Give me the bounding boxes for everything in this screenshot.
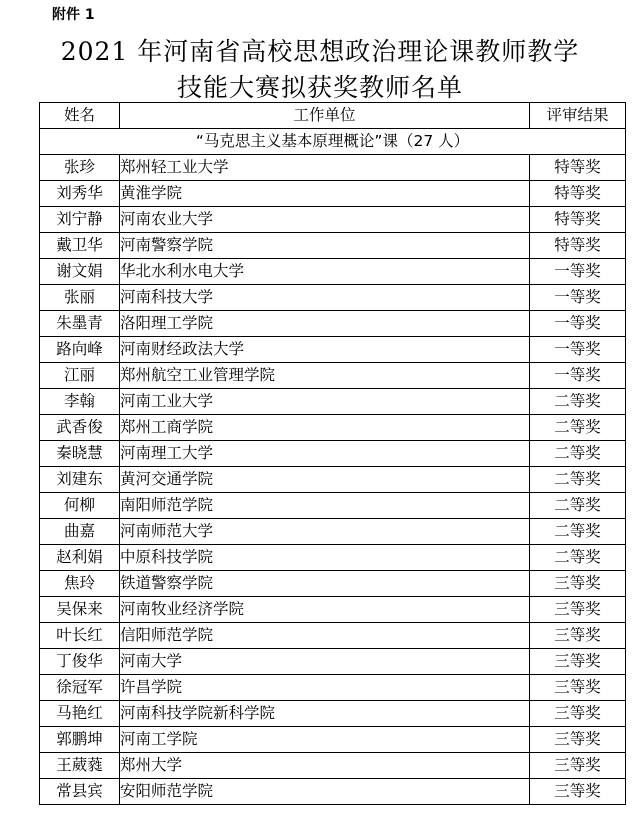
work-unit: 洛阳理工学院 xyxy=(120,311,530,337)
table-row xyxy=(40,363,626,389)
award-result: 一等奖 xyxy=(530,285,626,311)
table-row xyxy=(40,467,626,493)
teacher-name: 刘建东 xyxy=(40,467,120,493)
table-row xyxy=(40,181,626,207)
teacher-name: 赵利娟 xyxy=(40,545,120,571)
table-row xyxy=(40,675,626,701)
work-unit: 河南牧业经济学院 xyxy=(120,597,530,623)
award-result: 三等奖 xyxy=(530,597,626,623)
table-row xyxy=(40,389,626,415)
work-unit: 郑州大学 xyxy=(120,753,530,779)
work-unit: 安阳师范学院 xyxy=(120,779,530,805)
teacher-name: 江丽 xyxy=(40,363,120,389)
teacher-name: 焦玲 xyxy=(40,571,120,597)
header-result: 评审结果 xyxy=(530,103,626,129)
work-unit: 铁道警察学院 xyxy=(120,571,530,597)
table-row xyxy=(40,753,626,779)
award-result: 二等奖 xyxy=(530,519,626,545)
table-row xyxy=(40,649,626,675)
award-result: 三等奖 xyxy=(530,571,626,597)
award-result: 二等奖 xyxy=(530,389,626,415)
work-unit: 郑州轻工业大学 xyxy=(120,155,530,181)
header-unit: 工作单位 xyxy=(120,103,530,129)
award-result: 三等奖 xyxy=(530,623,626,649)
table-row xyxy=(40,311,626,337)
work-unit: 中原科技学院 xyxy=(120,545,530,571)
work-unit: 黄淮学院 xyxy=(120,181,530,207)
work-unit: 河南工业大学 xyxy=(120,389,530,415)
award-result: 二等奖 xyxy=(530,493,626,519)
award-result: 特等奖 xyxy=(530,207,626,233)
award-result: 二等奖 xyxy=(530,545,626,571)
award-result: 二等奖 xyxy=(530,467,626,493)
award-result: 一等奖 xyxy=(530,337,626,363)
award-list-table xyxy=(39,102,626,805)
teacher-name: 叶长红 xyxy=(40,623,120,649)
award-result: 一等奖 xyxy=(530,259,626,285)
table-row xyxy=(40,571,626,597)
award-result: 特等奖 xyxy=(530,155,626,181)
work-unit: 河南理工大学 xyxy=(120,441,530,467)
teacher-name: 李翰 xyxy=(40,389,120,415)
table-row xyxy=(40,597,626,623)
award-result: 三等奖 xyxy=(530,753,626,779)
section-row xyxy=(40,129,626,155)
teacher-name: 曲嘉 xyxy=(40,519,120,545)
table-row xyxy=(40,259,626,285)
work-unit: 许昌学院 xyxy=(120,675,530,701)
teacher-name: 郭鹏坤 xyxy=(40,727,120,753)
attachment-label: 附件 1 xyxy=(52,7,95,23)
table-row xyxy=(40,493,626,519)
teacher-name: 徐冠军 xyxy=(40,675,120,701)
award-result: 三等奖 xyxy=(530,675,626,701)
header-row xyxy=(40,103,626,129)
table-row xyxy=(40,207,626,233)
work-unit: 郑州工商学院 xyxy=(120,415,530,441)
work-unit: 河南科技大学 xyxy=(120,285,530,311)
table-row xyxy=(40,545,626,571)
teacher-name: 张珍 xyxy=(40,155,120,181)
teacher-name: 何柳 xyxy=(40,493,120,519)
teacher-name: 秦晓慧 xyxy=(40,441,120,467)
table-row xyxy=(40,623,626,649)
table-row xyxy=(40,779,626,805)
table-row xyxy=(40,441,626,467)
teacher-name: 路向峰 xyxy=(40,337,120,363)
award-result: 三等奖 xyxy=(530,779,626,805)
work-unit: 河南大学 xyxy=(120,649,530,675)
work-unit: 河南工学院 xyxy=(120,727,530,753)
table-row xyxy=(40,701,626,727)
award-result: 特等奖 xyxy=(530,181,626,207)
award-result: 二等奖 xyxy=(530,415,626,441)
teacher-name: 朱墨青 xyxy=(40,311,120,337)
work-unit: 郑州航空工业管理学院 xyxy=(120,363,530,389)
work-unit: 河南警察学院 xyxy=(120,233,530,259)
teacher-name: 刘秀华 xyxy=(40,181,120,207)
document-title-line-1: 2021 年河南省高校思想政治理论课教师教学 xyxy=(60,37,580,66)
table-row xyxy=(40,285,626,311)
work-unit: 信阳师范学院 xyxy=(120,623,530,649)
teacher-name: 张丽 xyxy=(40,285,120,311)
document-title-line-2: 技能大赛拟获奖教师名单 xyxy=(176,73,463,102)
award-result: 特等奖 xyxy=(530,233,626,259)
award-result: 二等奖 xyxy=(530,441,626,467)
award-result: 三等奖 xyxy=(530,649,626,675)
work-unit: 河南科技学院新科学院 xyxy=(120,701,530,727)
work-unit: 河南财经政法大学 xyxy=(120,337,530,363)
award-result: 一等奖 xyxy=(530,363,626,389)
teacher-name: 刘宁静 xyxy=(40,207,120,233)
work-unit: 南阳师范学院 xyxy=(120,493,530,519)
work-unit: 黄河交通学院 xyxy=(120,467,530,493)
table-row xyxy=(40,727,626,753)
table-row xyxy=(40,415,626,441)
header-name: 姓名 xyxy=(40,103,120,129)
work-unit: 河南师范大学 xyxy=(120,519,530,545)
award-result: 三等奖 xyxy=(530,701,626,727)
table-row xyxy=(40,233,626,259)
teacher-name: 武香俊 xyxy=(40,415,120,441)
award-result: 一等奖 xyxy=(530,311,626,337)
award-result: 三等奖 xyxy=(530,727,626,753)
table-row xyxy=(40,337,626,363)
teacher-name: 马艳红 xyxy=(40,701,120,727)
teacher-name: 常县宾 xyxy=(40,779,120,805)
teacher-name: 王葳蕤 xyxy=(40,753,120,779)
teacher-name: 谢文娟 xyxy=(40,259,120,285)
section-title: “马克思主义基本原理概论”课（27 人） xyxy=(40,129,626,155)
table-row xyxy=(40,155,626,181)
teacher-name: 丁俊华 xyxy=(40,649,120,675)
work-unit: 河南农业大学 xyxy=(120,207,530,233)
teacher-name: 戴卫华 xyxy=(40,233,120,259)
table-row xyxy=(40,519,626,545)
work-unit: 华北水利水电大学 xyxy=(120,259,530,285)
teacher-name: 吴保来 xyxy=(40,597,120,623)
